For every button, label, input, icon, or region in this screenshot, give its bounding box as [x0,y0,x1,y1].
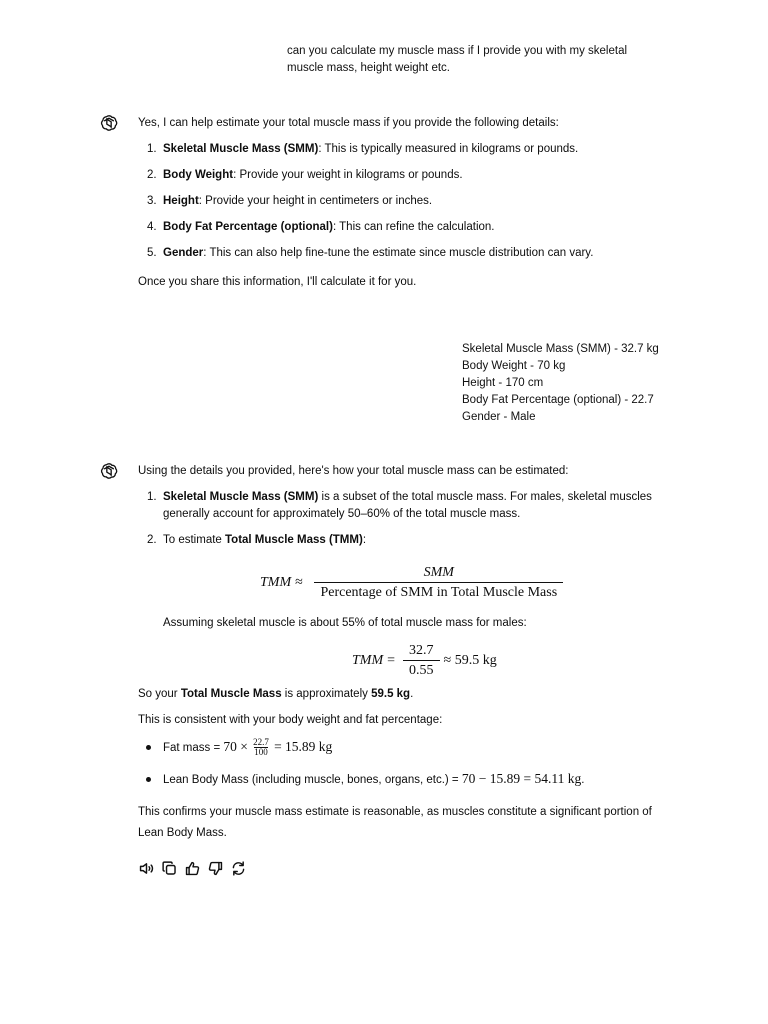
formula-numerator: 32.7 [409,642,434,658]
speaker-icon [138,860,155,877]
formula-fraction [307,564,571,601]
thumbs-up-icon [184,860,201,877]
fraction-denominator: 100 [254,747,268,758]
thumbs-down-icon [207,860,224,877]
list-item [138,141,678,158]
list-item [138,167,678,184]
regenerate-icon [230,860,247,877]
user-message-line: Body Fat Percentage (optional) - 22.7 [462,394,654,406]
user-message [462,341,702,426]
list-item-text: : This is typically measured in kilograms or pounds. [318,143,579,155]
summary-value: 59.5 kg [371,688,411,700]
list-item-bold: Skeletal Muscle Mass (SMM) [163,143,319,155]
summary-prefix: So your [138,688,181,700]
list-item-text: To estimate [163,534,225,546]
thumbs-down-button[interactable] [206,859,224,877]
list-number: 3. [147,195,157,207]
list-number: 5. [147,247,157,259]
list-item [138,193,678,210]
reply-closing: Once you share this information, I'll calculate it for you. [138,276,417,288]
list-number: 1. [147,491,157,503]
assistant-reply [138,115,678,291]
fraction-numerator: 22.7 [253,737,269,748]
list-item-bold: Height [163,195,199,207]
assistant-logo-icon [99,113,119,133]
formula-approx: ≈ [295,574,303,590]
list-number: 2. [147,534,157,546]
reply-intro: Using the details you provided, here's how your total muscle mass can be estimated: [138,465,569,477]
list-number: 1. [147,143,157,155]
formula-result: ≈ 59.5 kg [443,652,497,668]
list-number: 2. [147,169,157,181]
bullet-label: Fat mass = [163,742,224,754]
formula-numerator: SMM [423,564,454,580]
list-item-bold: Gender [163,247,204,259]
summary-suffix: . [410,688,414,700]
bullet-expr: 70 − 15.89 = 54.11 kg [461,771,582,787]
copy-icon [161,860,178,877]
regenerate-button[interactable] [229,859,247,877]
confirmation-text: This confirms your muscle mass estimate is reasonable, as muscles constitute a significant portion of Lean Body Mass. [138,806,652,840]
consistency-text: This is consistent with your body weight and fat percentage: [138,714,443,726]
summary-text [138,686,678,703]
inline-fraction [253,738,269,757]
bullet-expr: 70 × [223,739,248,754]
thumbs-up-button[interactable] [183,859,201,877]
list-item [138,738,678,757]
formula-equals: = [387,652,396,668]
list-item [138,532,678,549]
message-actions [137,859,678,877]
list-item-bold: Body Weight [163,169,234,181]
formula-denominator: 0.55 [403,660,440,679]
user-message-line: Gender - Male [462,411,536,423]
list-item-bold: Total Muscle Mass (TMM) [225,534,363,546]
user-message-line: Height - 170 cm [462,377,544,389]
steps-list [138,489,678,549]
bullet-expr: = 15.89 kg [274,739,333,754]
assistant-logo-icon [99,461,119,481]
user-message-line: muscle mass, height weight etc. [287,62,450,74]
bullet-dot [146,745,151,750]
list-item-bold: Body Fat Percentage (optional) [163,221,333,233]
assumption-text: Assuming skeletal muscle is about 55% of total muscle mass for males: [163,617,527,629]
user-message [287,43,667,77]
formula-lhs: TMM [352,652,384,668]
list-item [138,245,678,262]
list-item-text: : This can also help fine-tune the estimate since muscle distribution can vary. [203,247,594,259]
list-item [138,219,678,236]
summary-bold: Total Muscle Mass [180,688,282,700]
list-item-bold: Skeletal Muscle Mass (SMM) [163,491,319,503]
list-item-text: : Provide your weight in kilograms or pounds. [233,169,463,181]
reply-intro: Yes, I can help estimate your total muscle mass if you provide the following details: [138,117,559,129]
tmm-calculation [352,642,678,678]
bullet-label: Lean Body Mass (including muscle, bones, organs, etc.) = [163,774,462,787]
bullet-end: . [581,774,585,787]
summary-middle: is approximately [281,688,372,700]
read-aloud-button[interactable] [137,859,155,877]
tmm-formula [260,561,678,603]
list-item-text: : Provide your height in centimeters or inches. [198,195,433,207]
list-item-text: is a subset of the total muscle mass. For males, skeletal muscles generally account for approximately 50–60% of the total muscle mass. [163,491,652,520]
list-item [138,770,678,789]
mass-bullets [138,738,678,789]
list-item-text: : [362,534,367,546]
user-message-line: Body Weight - 70 kg [462,360,566,372]
bullet-dot [146,777,151,782]
list-item [138,489,678,523]
details-list [138,141,678,262]
copy-button[interactable] [160,859,178,877]
formula-fraction [403,642,440,679]
assistant-reply [138,463,678,877]
formula-denominator: Percentage of SMM in Total Muscle Mass [314,582,563,601]
formula-lhs: TMM [260,574,292,590]
list-item-text: : This can refine the calculation. [332,221,495,233]
user-message-line: can you calculate my muscle mass if I provide you with my skeletal [287,45,628,57]
list-number: 4. [147,221,157,233]
user-message-line: Skeletal Muscle Mass (SMM) - 32.7 kg [462,343,659,355]
